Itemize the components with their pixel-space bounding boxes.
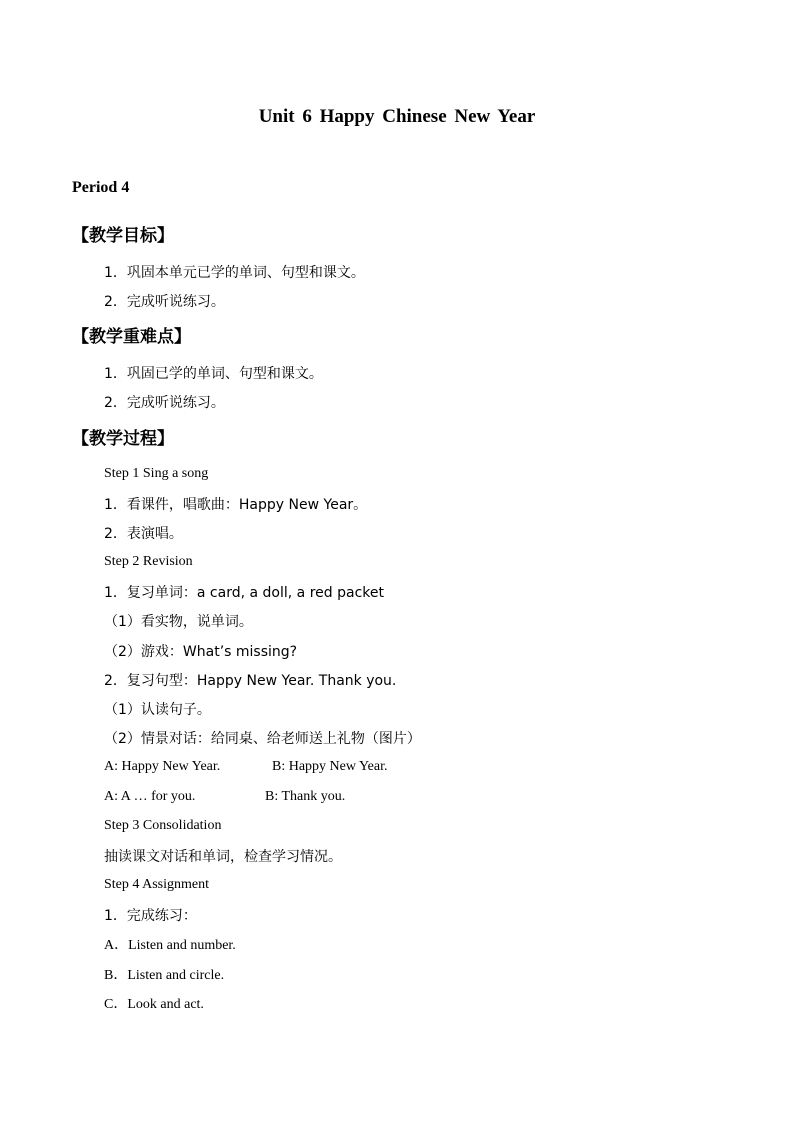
dialogue-line-b: B: Happy New Year. (272, 759, 388, 774)
process-line: 2．表演唱。 (104, 526, 183, 542)
step-heading: Step 2 Revision (104, 554, 193, 569)
process-line: （2）情景对话：给同桌、给老师送上礼物（图片） (104, 731, 421, 747)
dialogue-line-a: A: Happy New Year. (104, 759, 221, 774)
process-line: 1．完成练习： (104, 908, 197, 924)
process-heading: 【教学过程】 (72, 429, 174, 449)
exercise-item: A．Listen and number. (104, 938, 236, 953)
dialogue-line-b: B: Thank you. (265, 789, 346, 804)
goal-item: 1．巩固本单元已学的单词、句型和课文。 (104, 265, 365, 281)
step-heading: Step 3 Consolidation (104, 818, 222, 833)
document-title: Unit 6 Happy Chinese New Year (258, 106, 536, 127)
dialogue-line-a: A: A … for you. (104, 789, 196, 804)
goal-item: 2．完成听说练习。 (104, 294, 225, 310)
exercise-item: C．Look and act. (104, 997, 204, 1012)
process-line: （1）认读句子。 (104, 702, 211, 718)
process-line: （1）看实物，说单词。 (104, 614, 253, 630)
key-points-heading: 【教学重难点】 (72, 327, 191, 347)
process-line: （2）游戏：What’s missing? (104, 644, 298, 660)
period-label: Period 4 (72, 179, 130, 196)
key-point-item: 1．巩固已学的单词、句型和课文。 (104, 366, 323, 382)
goals-heading: 【教学目标】 (72, 226, 174, 246)
exercise-item: B．Listen and circle. (104, 968, 225, 983)
step-heading: Step 1 Sing a song (104, 466, 209, 481)
process-line: 1．复习单词：a card, a doll, a red packet (104, 585, 384, 601)
key-point-item: 2．完成听说练习。 (104, 395, 225, 411)
process-line: 1．看课件，唱歌曲：Happy New Year。 (104, 497, 368, 513)
process-line: 2．复习句型：Happy New Year. Thank you. (104, 673, 397, 689)
step-heading: Step 4 Assignment (104, 877, 210, 892)
process-line: 抽读课文对话和单词，检查学习情况。 (104, 849, 342, 865)
